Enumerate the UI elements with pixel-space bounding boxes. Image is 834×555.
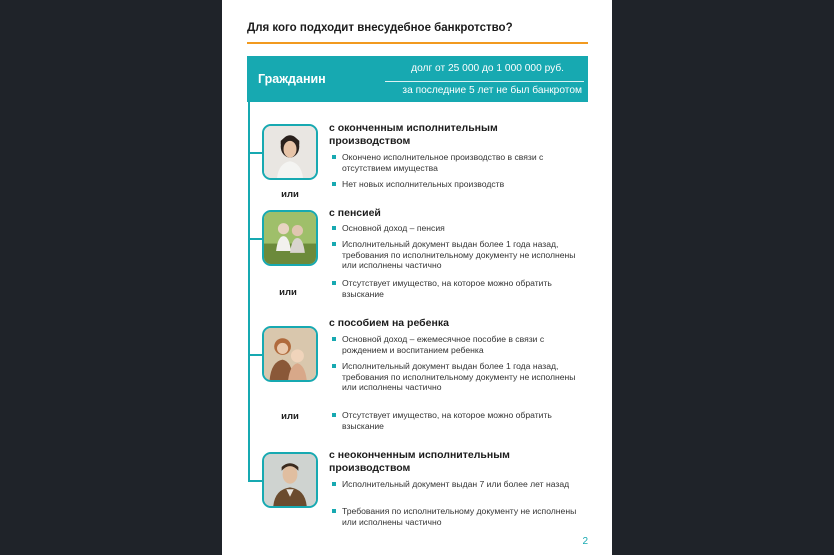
- bullet-item: Требования по исполнительному документу не исполнены или исполнены частично: [332, 506, 590, 527]
- bullet-item: Исполнительный документ выдан более 1 года назад, требования по исполнительному документу не исполнены или исполнены частично: [332, 239, 590, 271]
- young-man-portrait-icon: [262, 452, 318, 508]
- banner-label: Гражданин: [258, 72, 326, 86]
- bullet-marker: [332, 242, 336, 246]
- banner-condition-debt: долг от 25 000 до 1 000 000 руб.: [411, 63, 564, 74]
- woman-portrait-icon: [262, 124, 318, 180]
- mother-child-icon: [262, 326, 318, 382]
- bullet-item: Окончено исполнительное производство в связи с отсутствием имущества: [332, 152, 590, 173]
- section-heading: с оконченным исполнительным производством: [329, 122, 498, 147]
- separator-or: или: [279, 287, 297, 298]
- bullet-marker: [332, 509, 336, 513]
- bullet-marker: [332, 182, 336, 186]
- bullet-item: Отсутствует имущество, на которое можно обратить взыскание: [332, 410, 590, 431]
- bullet-item: Исполнительный документ выдан более 1 года назад, требования по исполнительному документу не исполнены или исполнены частично: [332, 361, 590, 393]
- banner-condition-no-bankruptcy: за последние 5 лет не был банкротом: [402, 85, 582, 96]
- bullet-item: Основной доход – пенсия: [332, 223, 590, 234]
- bullet-item: Исполнительный документ выдан 7 или более лет назад: [332, 479, 590, 490]
- bullet-marker: [332, 155, 336, 159]
- bullet-marker: [332, 337, 336, 341]
- bullet-marker: [332, 413, 336, 417]
- section-heading: с пособием на ребенка: [329, 317, 449, 329]
- bullet-item: Отсутствует имущество, на которое можно обратить взыскание: [332, 278, 590, 299]
- bullet-marker: [332, 281, 336, 285]
- banner-divider: [385, 81, 584, 82]
- bullet-marker: [332, 482, 336, 486]
- document-page: [222, 0, 612, 555]
- bullet-item: Нет новых исполнительных производств: [332, 179, 590, 190]
- elderly-couple-icon: [262, 210, 318, 266]
- separator-or: или: [281, 189, 299, 200]
- page-number: 2: [582, 536, 588, 547]
- bullet-item: Основной доход – ежемесячное пособие в связи с рождением и воспитанием ребенка: [332, 334, 590, 355]
- section-heading: с неоконченным исполнительным производством: [329, 449, 510, 474]
- bullet-marker: [332, 364, 336, 368]
- page-title: Для кого подходит внесудебное банкротство?: [247, 22, 513, 34]
- title-underline: [247, 42, 588, 44]
- section-heading: с пенсией: [329, 207, 381, 219]
- citizen-banner: [247, 56, 588, 102]
- separator-or: или: [281, 411, 299, 422]
- bullet-marker: [332, 226, 336, 230]
- connector-trunk: [248, 102, 250, 480]
